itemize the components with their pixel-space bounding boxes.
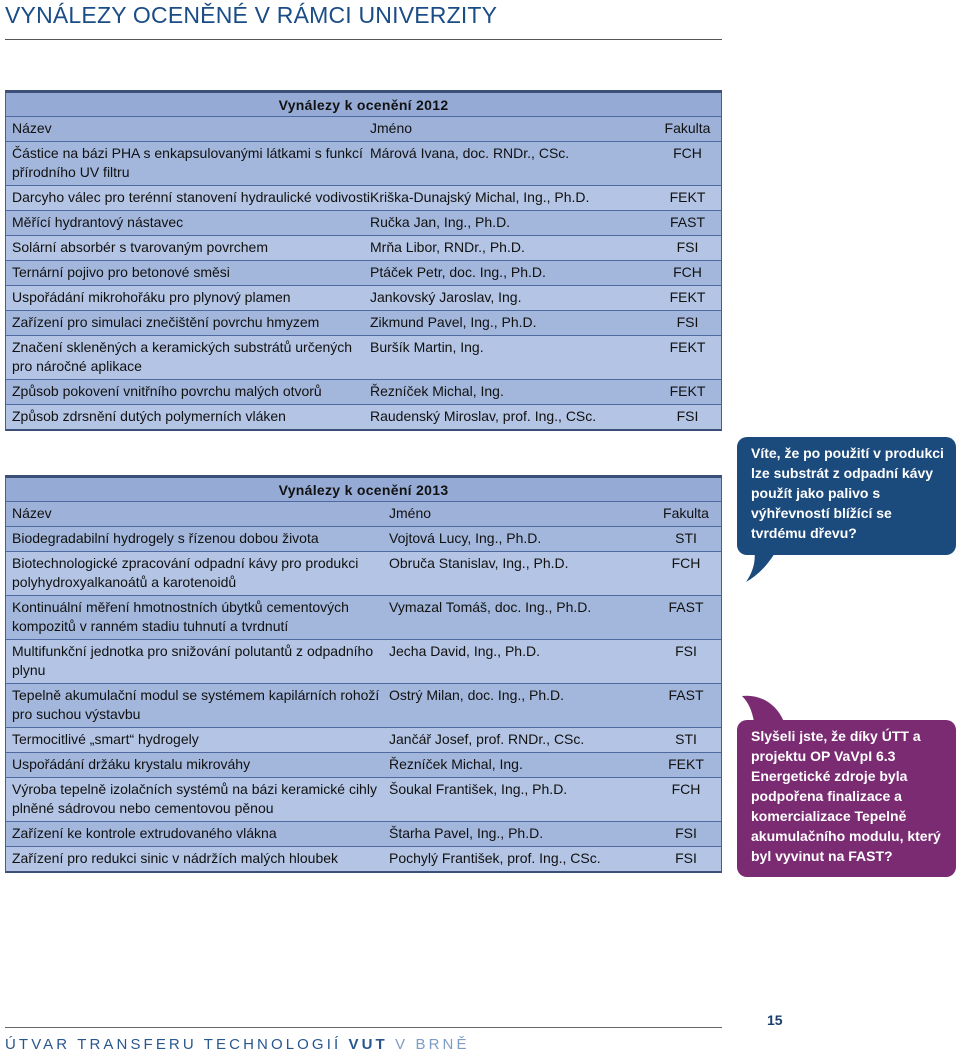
table-row	[6, 260, 721, 285]
page-title: VYNÁLEZY OCENĚNÉ V RÁMCI UNIVERZITY	[5, 2, 498, 28]
inventor-name: Pochylý František, prof. Ing., CSc.	[389, 850, 601, 866]
faculty: STI	[675, 530, 697, 546]
faculty: STI	[675, 731, 697, 747]
invention-name: Měřící hydrantový nástavec	[12, 214, 184, 230]
inventor-name: Šoukal František, Ing., Ph.D.	[389, 781, 568, 797]
invention-name: Zařízení ke kontrole extrudovaného vlákna	[12, 825, 277, 841]
invention-name: Termocitlivé „smart“ hydrogely	[12, 731, 199, 747]
faculty: FCH	[671, 781, 701, 797]
page-number: 15	[767, 1012, 783, 1028]
table-row	[6, 821, 721, 846]
footer-divider	[5, 1027, 722, 1028]
table-row	[6, 235, 721, 260]
invention-name: Uspořádání držáku krystalu mikrováhy	[12, 756, 251, 772]
table-row	[6, 285, 721, 310]
invention-name: Uspořádání mikrohořáku pro plynový plamen	[12, 289, 291, 305]
table-row	[6, 210, 721, 235]
header-name: Název	[12, 505, 52, 521]
invention-name: Biodegradabilní hydrogely s řízenou dobou života	[12, 530, 319, 546]
inventor-name: Ručka Jan, Ing., Ph.D.	[370, 214, 511, 230]
inventor-name: Zikmund Pavel, Ing., Ph.D.	[370, 314, 537, 330]
invention-name: Výroba tepelně izolačních systémů na bázi keramické cihly plněné sádrovou nebo cementovou pěnou	[12, 781, 377, 816]
invention-name: Způsob zdrsnění dutých polymerních vláken	[12, 408, 286, 424]
table-row	[6, 335, 721, 379]
invention-name: Multifunkční jednotka pro snižování polutantů z odpadního plynu	[12, 643, 374, 678]
faculty: FSI	[676, 408, 699, 424]
faculty: FSI	[676, 239, 699, 255]
inventor-name: Vymazal Tomáš, doc. Ing., Ph.D.	[389, 599, 592, 615]
faculty: FAST	[669, 214, 705, 230]
invention-name: Zařízení pro simulaci znečištění povrchu hmyzem	[12, 314, 320, 330]
invention-name: Tepelně akumulační modul se systémem kapilárních rohoží pro suchou výstavbu	[12, 687, 380, 722]
table-row	[6, 846, 721, 871]
faculty: FEKT	[669, 339, 706, 355]
table-row	[6, 777, 721, 821]
table-header-row	[6, 116, 721, 141]
table-row	[6, 404, 721, 429]
header-person: Jméno	[370, 120, 413, 136]
faculty: FAST	[668, 687, 704, 703]
inventor-name: Kriška-Dunajský Michal, Ing., Ph.D.	[370, 189, 590, 205]
inventor-name: Řezníček Michal, Ing.	[370, 383, 504, 399]
footer-department: ÚTVAR TRANSFERU TECHNOLOGIÍ	[5, 1036, 342, 1053]
invention-name: Způsob pokovení vnitřního povrchu malých otvorů	[12, 383, 322, 399]
table-row	[6, 595, 721, 639]
table-row	[6, 727, 721, 752]
inventor-name: Obruča Stanislav, Ing., Ph.D.	[389, 555, 569, 571]
header-person: Jméno	[389, 505, 432, 521]
table-row	[6, 185, 721, 210]
bubble-tail-icon	[740, 548, 784, 586]
inventor-name: Buršík Martin, Ing.	[370, 339, 484, 355]
inventor-name: Vojtová Lucy, Ing., Ph.D.	[389, 530, 542, 546]
faculty: FEKT	[669, 189, 706, 205]
table-row	[6, 683, 721, 727]
invention-name: Kontinuální měření hmotnostních úbytků cementových kompozitů v ranném stadiu tuhnutí a tvrdnutí	[12, 599, 349, 634]
invention-name: Zařízení pro redukci sinic v nádržích malých hloubek	[12, 850, 339, 866]
faculty: FEKT	[669, 289, 706, 305]
inventor-name: Ptáček Petr, doc. Ing., Ph.D.	[370, 264, 546, 280]
invention-name: Darcyho válec pro terénní stanovení hydraulické vodivosti	[12, 189, 370, 205]
table-row	[6, 752, 721, 777]
header-name: Název	[12, 120, 52, 136]
faculty: FCH	[673, 264, 702, 280]
table-row	[6, 526, 721, 551]
table-row	[6, 379, 721, 404]
faculty: FEKT	[668, 756, 704, 772]
invention-name: Ternární pojivo pro betonové směsi	[12, 264, 230, 280]
inventions-2012-table	[5, 90, 722, 431]
table-row	[6, 639, 721, 683]
table-row	[6, 551, 721, 595]
invention-name: Částice na bázi PHA s enkapsulovanými látkami s funkcí přírodního UV filtru	[12, 145, 363, 180]
header-faculty: Fakulta	[664, 120, 711, 136]
inventor-name: Ostrý Milan, doc. Ing., Ph.D.	[389, 687, 565, 703]
faculty: FSI	[675, 850, 697, 866]
info-bubble-coffee: Víte, že po použití v produkci lze substrát z odpadní kávy použít jako palivo s výhřevností blížící se tvrdému dřevu?	[737, 437, 956, 555]
faculty: FSI	[676, 314, 699, 330]
invention-name: Solární absorbér s tvarovaným povrchem	[12, 239, 268, 255]
inventor-name: Raudenský Miroslav, prof. Ing., CSc.	[370, 408, 597, 424]
table-row	[6, 310, 721, 335]
inventor-name: Jankovský Jaroslav, Ing.	[370, 289, 522, 305]
inventor-name: Jančář Josef, prof. RNDr., CSc.	[389, 731, 585, 747]
invention-name: Biotechnologické zpracování odpadní kávy pro produkci polyhydroxyalkanoátů a karotenoidů	[12, 555, 359, 590]
table-header-row	[6, 501, 721, 526]
table-caption: Vynálezy k ocenění 2012	[278, 97, 449, 113]
inventor-name: Márová Ivana, doc. RNDr., CSc.	[370, 145, 570, 161]
faculty: FCH	[671, 555, 701, 571]
info-bubble-project: Slyšeli jste, že díky ÚTT a projektu OP VaVpI 6.3 Energetické zdroje byla podpořena finalizace a komercializace Tepelně akumulačního modulu, který byl vyvinut na FAST?	[737, 720, 956, 877]
footer	[5, 1036, 470, 1053]
faculty: FAST	[668, 599, 704, 615]
inventor-name: Jecha David, Ing., Ph.D.	[389, 643, 540, 659]
footer-university: VUT	[348, 1036, 388, 1053]
inventor-name: Štarha Pavel, Ing., Ph.D.	[389, 825, 544, 841]
table-caption: Vynálezy k ocenění 2013	[278, 482, 449, 498]
invention-name: Značení skleněných a keramických substrátů určených pro náročné aplikace	[12, 339, 353, 374]
faculty: FSI	[675, 825, 697, 841]
inventor-name: Mrňa Libor, RNDr., Ph.D.	[370, 239, 525, 255]
inventions-2013-table	[5, 475, 722, 873]
footer-city: V BRNĚ	[395, 1036, 470, 1053]
title-divider	[5, 39, 722, 40]
table-row	[6, 141, 721, 185]
faculty: FSI	[675, 643, 697, 659]
faculty: FEKT	[669, 383, 706, 399]
header-faculty: Fakulta	[663, 505, 709, 521]
faculty: FCH	[673, 145, 702, 161]
inventor-name: Řezníček Michal, Ing.	[389, 756, 523, 772]
